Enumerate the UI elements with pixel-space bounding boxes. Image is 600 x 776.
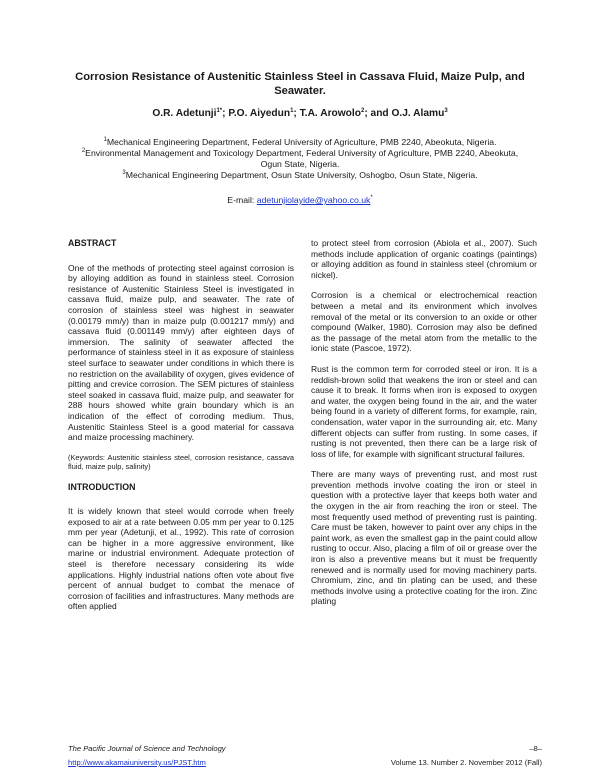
affiliation [40, 137, 560, 148]
email-link[interactable]: adetunjiolayide@yahoo.co.uk [256, 195, 371, 205]
author-sup: 2 [360, 108, 365, 114]
affiliation-text: Mechanical Engineering Department, Federal University of Agriculture, PMB 2240, Abeokuta, Nigeria. [106, 137, 497, 147]
body-paragraph: There are many ways of preventing rust, and most rust prevention methods involve coating the iron or steel in question with a protective layer that keeps both water and the oxygen in the air from reaching the iron or steel. The most frequently used method of preventing rust is painting. Care must be taken, however to paint over any chips in the paint work, as even the smallest gap in the paint could allow rusting to occur. Also, placing a film of oil or grease over the iron is also a preventive means but it must be frequently renewed and is normally used for moving machinery parts. Chromium, zinc, and tin plating can be used, and these methods involve using a protective coating for the iron. Zinc plating [311, 469, 537, 607]
affiliation-sup: 1 [103, 137, 107, 143]
volume-info: Volume 13. Number 2. November 2012 (Fall) [390, 758, 542, 767]
affiliation-text: Environmental Management and Toxicology Department, Federal University of Agriculture, PMB 2240, Abeokuta, Ogun State, Nigeria. [85, 148, 519, 169]
affiliation-sup: 2 [81, 148, 86, 154]
affiliation [40, 148, 560, 170]
body-paragraph: Corrosion is a chemical or electrochemical reaction between a metal and its environment which involves removal of the metal or its conversion to an oxide or other compound (Walker, 1980). Corrosion may also be defined as the passage of the metal atom from the metallic to the ionic state (Pascoe, 1972). [311, 290, 537, 354]
email-sup: * [370, 195, 373, 201]
abstract-heading: ABSTRACT [68, 238, 117, 248]
author-sup: 1 [290, 108, 294, 114]
email-line [40, 195, 560, 205]
body-paragraph: Rust is the common term for corroded steel or iron. It is a reddish-brown solid that weakens the iron or steel and can cause it to break. It forms when iron is exposed to oxygen and water, the oxygen being found in the air, and the water being found in a variety of different forms, for example, rain, condensation, water vapor in the surrounding air, etc. Many different objects can suffer from rusting. In some cases, if rusting is not prevented, then there can be a large risk of loss of life, for example with significant structural failures. [311, 363, 537, 459]
page-number: –8– [529, 744, 542, 753]
affiliation-sup: 3 [122, 170, 126, 176]
author-name: P.O. Aiyedun [228, 108, 291, 119]
author-list: O.R. Adetunji$^{1*}$; P.O. Aiyedun$^1$; T.A. Arowolo$^2$; and O.J. Alamu$^3$ [152, 108, 448, 119]
keywords: (Keywords: Austenitic stainless steel, corrosion resistance, cassava fluid, maize pulp, salinity) [68, 452, 294, 472]
paper-title: Corrosion Resistance of Austenitic Stainless Steel in Cassava Fluid, Maize Pulp, and Seawater. [75, 71, 525, 97]
left-column [68, 238, 294, 622]
author-name: T.A. Arowolo [299, 108, 361, 119]
author-name: O.R. Adetunji [152, 108, 217, 119]
affiliations [40, 137, 560, 181]
affiliation-text: Mechanical Engineering Department, Osun State University, Oshogbo, Osun State, Nigeria. [125, 170, 478, 180]
introduction-heading: INTRODUCTION [68, 481, 136, 492]
right-column [311, 238, 537, 617]
body-paragraph: to protect steel from corrosion (Abiola et al., 2007). Such methods include application of organic coatings (paintings) or alloying addition as found in stainless steel (chromium or nickel). [311, 238, 537, 280]
journal-url-link[interactable]: http://www.akamaiuniversity.us/PJST.htm [68, 758, 206, 767]
introduction-text: It is widely known that steel would corrode when freely exposed to air at a rate between 0.05 mm per year to 0.125 mm per year (Adetunji, et al., 1992). This rate of corrosion can be higher in a more aggressive environment, like marine or industrial environment. Adequate protection of steel is therefore necessary considering its wide applications. Highly industrial nations often vote about five percent of annual budget to combat the menace of corrosion of facilities and infrastructures. Many methods are often applied [68, 506, 294, 612]
journal-name: The Pacific Journal of Science and Technology [68, 744, 226, 753]
affiliation [40, 170, 560, 181]
author-name: O.J. Alamu [391, 108, 445, 119]
email-label: E-mail: [227, 195, 255, 205]
author-sup: 3 [444, 108, 448, 114]
author-sup: 1* [216, 108, 223, 114]
abstract-text: One of the methods of protecting steel against corrosion is by alloying addition as found in stainless steel. Corrosion resistance of Austenitic Stainless Steel is investigated in cassava fluid, maize pulp, and seawater. The rate of corrosion of stainless steel was highest in seawater (0.00179 mm/y) than in maize pulp (0.001217 mm/y) and cassava fluid (0.001149 mm/y) after eighteen days of immersion. The salinity of seawater affected the performance of stainless steel in it as exposure of stainless steel surface to seawater under conditions in which there is no restriction on the availability of oxygen, gives evidence of pitting and crevice corrosion. The SEM pictures of stainless steel soaked in cassava fluid, maize pulp, and seawater for 288 hours showed white grain boundary which is an indication of the effect of corroding medium. Thus, Austenitic Stainless Steel is a good material for cassava and maize processing machinery. [68, 262, 294, 443]
